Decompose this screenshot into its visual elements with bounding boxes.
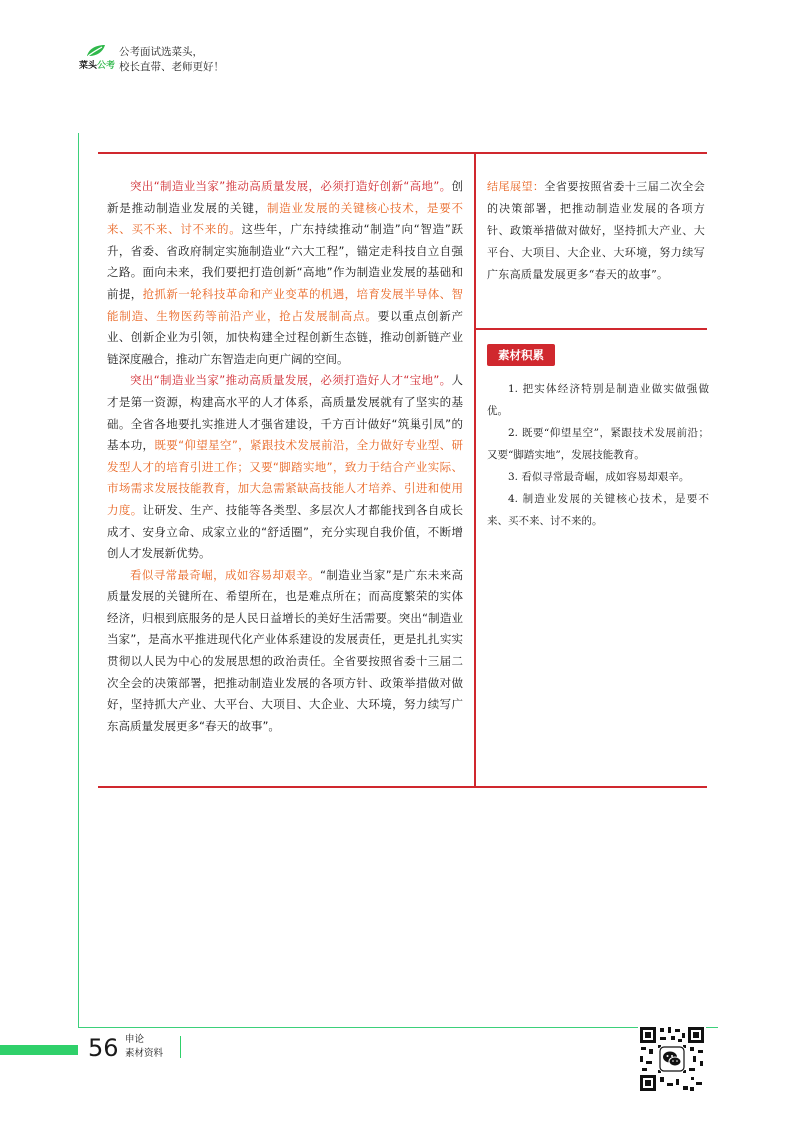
page-number: 56 xyxy=(88,1034,119,1062)
leaf-icon xyxy=(85,44,107,58)
footer-label-subject: 申论 xyxy=(125,1034,145,1045)
box-bottom-rule xyxy=(98,786,707,788)
bottom-border-line xyxy=(78,1027,718,1028)
side-section-divider xyxy=(474,328,707,330)
page-number-bar xyxy=(0,1045,78,1055)
article-body xyxy=(107,176,463,737)
wechat-icon xyxy=(659,1046,685,1072)
paragraph-heading: 突出“制造业当家”推动高质量发展，必须打造好人才“宝地”。 xyxy=(130,373,452,388)
logo-wordmark-gk: 公考 xyxy=(97,61,116,71)
header-slogan xyxy=(119,45,224,75)
paragraph-talent xyxy=(107,370,463,564)
logo-wordmark xyxy=(79,58,115,71)
body-text: 让研发、生产、技能等各类型、多层次人才都能找到各自成长成才、安身立命、成家立业的“舒适圈”，充分实现自我价值，不断增创人才发展新优势。 xyxy=(107,502,463,561)
footer-separator xyxy=(180,1036,181,1058)
body-text: 这些年，广东持续推动“制造”向“智造”跃升，省委、省政府制定实施制造业“六大工程”，锚定走科技自立自强之路。面向未来，我们要把打造创新“高地”作为制造业发展的基础和前提， xyxy=(107,222,463,301)
ending-outlook xyxy=(487,176,705,286)
slogan-line-1: 公考面试选菜头， xyxy=(119,46,203,58)
paragraph-innovation xyxy=(107,176,463,370)
brand-logo xyxy=(79,44,116,72)
list-item: 4. 制造业发展的关键核心技术，是要不来、买不来、讨不来的。 xyxy=(487,493,709,527)
body-text: 人才是第一资源，构建高水平的人才体系，高质量发展就有了坚实的基础。全省各地要扎实推进人才强省建设，千方百计做好“筑巢引凤”的基本功， xyxy=(107,373,463,453)
box-top-rule xyxy=(98,152,707,154)
ending-outlook-label: 结尾展望： xyxy=(487,180,545,193)
highlight-text: 看似寻常最奇崛，成如容易却艰辛。 xyxy=(130,567,321,582)
list-item: 2. 既要“仰望星空”，紧跟技术发展前沿；又要“脚踏实地”，发展技能教育。 xyxy=(487,427,709,461)
left-border-line xyxy=(78,133,79,1028)
column-divider xyxy=(474,152,476,788)
list-item: 3. 看似寻常最奇崛，成如容易却艰辛。 xyxy=(508,471,690,483)
footer-label xyxy=(125,1033,163,1061)
material-badge: 素材积累 xyxy=(487,344,555,366)
highlight-text: 既要“仰望星空”，紧跟技术发展前沿，全力做好专业型、研发型人才的培育引进工作；又要“脚踏实地”，致力于结合产业实际、市场需求发展技能教育，加大急需紧缺高技能人才培养、引进和使用力度。 xyxy=(107,438,464,517)
slogan-line-2: 校长直带、老师更好！ xyxy=(119,61,224,73)
highlight-text: 抢抓新一轮科技革命和产业变革的机遇，培育发展半导体、智能制造、生物医药等前沿产业，抢占发展制高点。 xyxy=(107,286,463,323)
highlight-text: 制造业发展的关键核心技术，是要不来、买不来、讨不来的。 xyxy=(107,200,464,237)
paragraph-heading: 突出“制造业当家”推动高质量发展，必须打造好创新“高地”。 xyxy=(130,179,452,193)
body-text: “制造业当家”是广东未来高质量发展的关键所在、希望所在，也是难点所在；而高度繁荣的实体经济，归根到底服务的是人民日益增长的美好生活需要。突出“制造业当家”，是高水平推进现代化产业体系建设的发展责任，更是扎扎实实贯彻以人民为中心的发展思想的政治责任。全省要按照省委十三届二次全会的决策部署，把推动制造业发展的各项方针、政策举措做对做好，坚持抓大产业、大平台、大项目、大企业、大环境，努力续写广东高质量发展更多“春天的故事”。 xyxy=(107,567,463,733)
material-list xyxy=(487,378,709,532)
body-text: 要以重点创新产业、创新企业为引领，加快构建全过程创新生态链，推动创新链产业链深度融合，推动广东智造走向更广阔的空间。 xyxy=(107,308,464,366)
list-item: 1. 把实体经济特别是制造业做实做强做优。 xyxy=(487,383,709,417)
footer-label-type: 素材资料 xyxy=(125,1048,164,1059)
paragraph-conclusion xyxy=(107,565,463,738)
ending-outlook-text: 全省要按照省委十三届二次全会的决策部署，把推动制造业发展的各项方针、政策举措做对做好，坚持抓大产业、大平台、大项目、大企业、大环境，努力续写广东高质量发展更多“春天的故事”。 xyxy=(487,180,706,281)
logo-wordmark-cai: 菜头 xyxy=(79,61,98,71)
body-text: 创新是推动制造业发展的关键， xyxy=(107,179,463,215)
